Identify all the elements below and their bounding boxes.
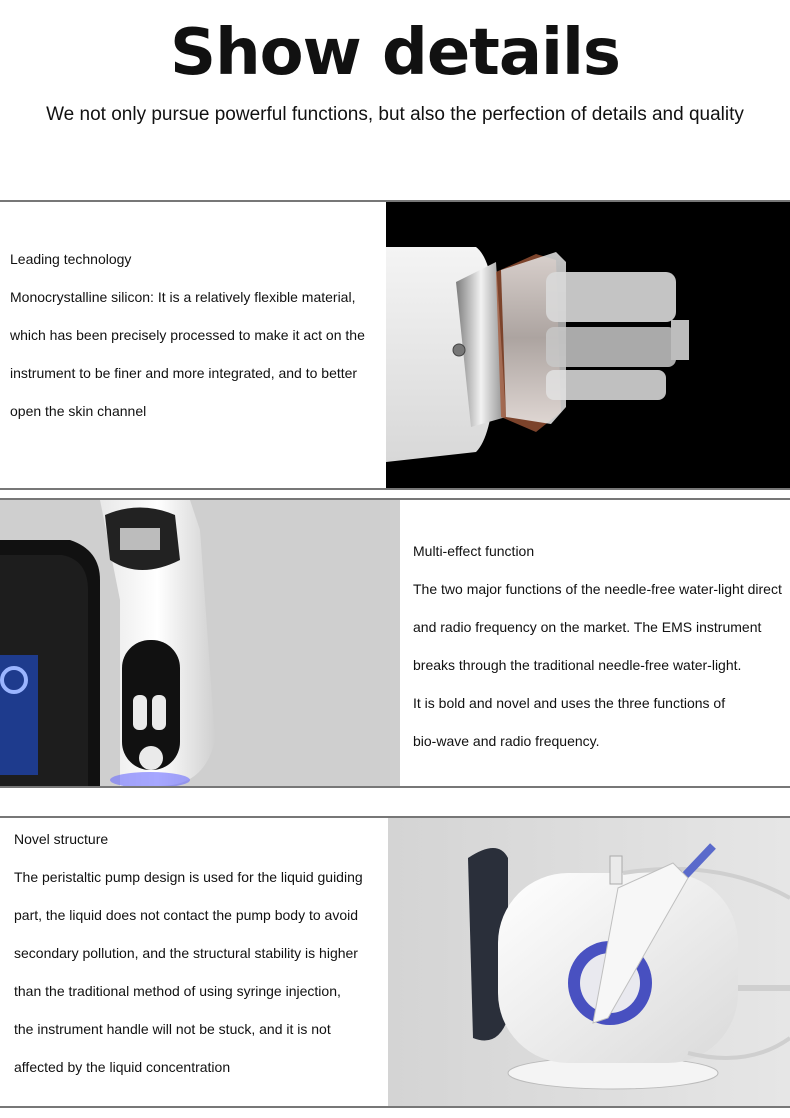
section-line: secondary pollution, and the structural stability is higher <box>14 945 358 961</box>
device-unit-image <box>388 818 790 1106</box>
section-line: affected by the liquid concentration <box>14 1059 231 1075</box>
section-line: bio-wave and radio frequency. <box>413 733 600 749</box>
handpiece-closeup-image <box>386 202 790 488</box>
section-line: and radio frequency on the market. The EMS instrument <box>413 619 762 635</box>
section-line: open the skin channel <box>10 403 147 419</box>
page-title: Show details <box>170 16 620 90</box>
section-line: The peristaltic pump design is used for the liquid guiding <box>14 869 363 885</box>
section-heading: Novel structure <box>14 831 109 847</box>
section-leading-technology <box>0 200 790 490</box>
section-novel-structure <box>0 816 790 1108</box>
section-line: instrument to be finer and more integrated, and to better <box>10 365 358 381</box>
section-line: The two major functions of the needle-free water-light direct <box>413 581 782 597</box>
section-heading: Multi-effect function <box>413 543 535 559</box>
page-header <box>0 0 790 200</box>
device-handle-image <box>0 500 400 786</box>
section-line: Monocrystalline silicon: It is a relatively flexible material, <box>10 289 356 305</box>
section-line: which has been precisely processed to make it act on the <box>10 327 365 343</box>
section-line: the instrument handle will not be stuck, and it is not <box>14 1021 331 1037</box>
section-line: breaks through the traditional needle-free water-light. <box>413 657 742 673</box>
section-line: part, the liquid does not contact the pump body to avoid <box>14 907 359 923</box>
page-subtitle: We not only pursue powerful functions, but also the perfection of details and quality <box>46 104 744 125</box>
section-text <box>14 820 363 1086</box>
section-heading: Leading technology <box>10 251 132 267</box>
section-text <box>10 240 365 430</box>
section-line: than the traditional method of using syringe injection, <box>14 983 341 999</box>
section-text <box>413 532 782 760</box>
section-multi-effect-function <box>0 498 790 788</box>
section-line: It is bold and novel and uses the three functions of <box>413 695 726 711</box>
